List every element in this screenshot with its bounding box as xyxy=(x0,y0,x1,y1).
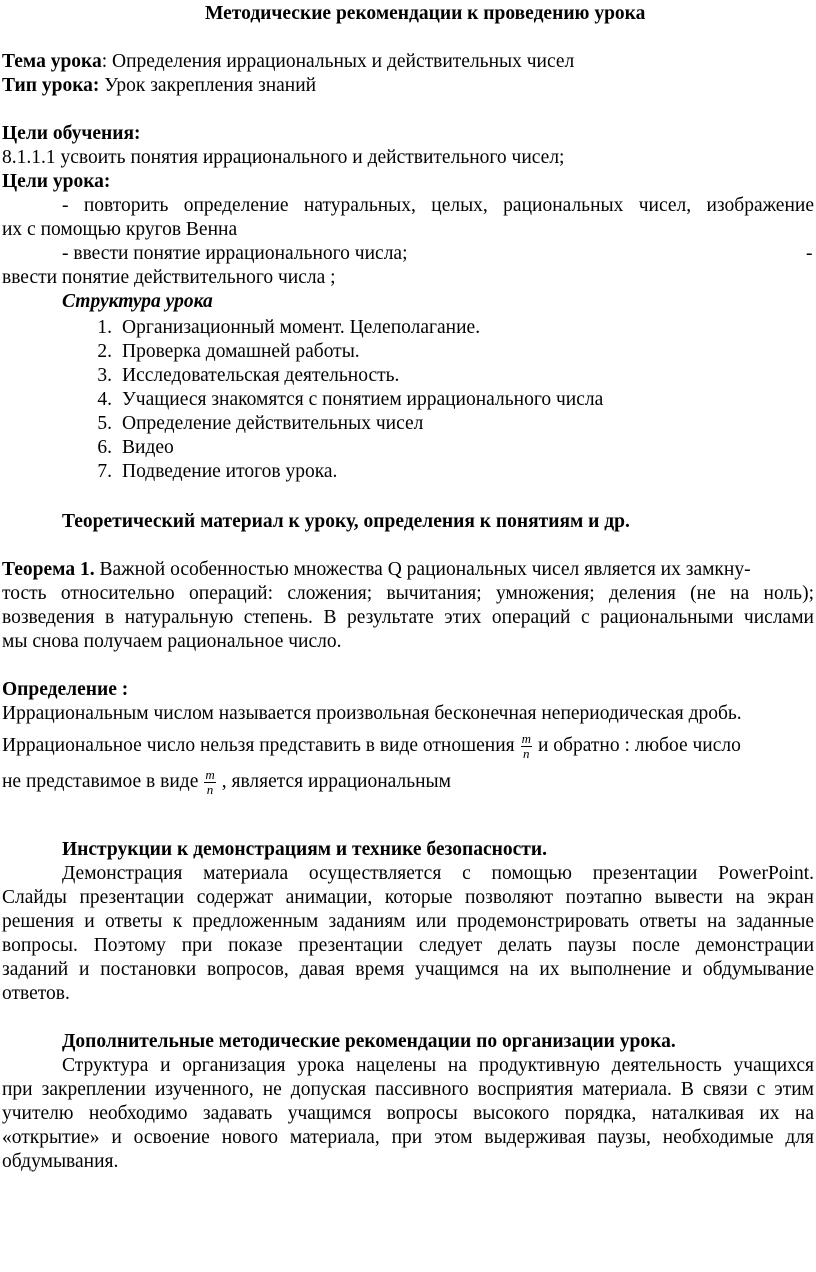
definition-line: Иррациональным числом называется произвольная бесконечная непериодическая дробь. xyxy=(2,703,742,724)
list-item xyxy=(90,388,603,412)
definition-line xyxy=(2,732,741,761)
list-item xyxy=(90,436,174,460)
list-item xyxy=(90,364,399,388)
additional-header: Дополнительные методические рекомендации по организации урока. xyxy=(62,1031,676,1052)
list-text: Подведение итогов урока. xyxy=(122,461,338,482)
list-number: 7. xyxy=(97,461,112,482)
theory-header: Теоретический материал к уроку, определения к понятиям и др. xyxy=(62,511,630,532)
definition-text: не представимое в виде xyxy=(2,770,199,792)
list-item xyxy=(90,340,360,364)
lesson-goal-1-line2: их с помощью кругов Венна xyxy=(2,219,238,240)
lesson-goal-2-dash: - xyxy=(806,243,813,264)
additional-line: обдумывания. xyxy=(2,1151,119,1172)
topic-value: : Определения иррациональных и действительных чисел xyxy=(101,51,575,72)
definition-text: и обратно : любое число xyxy=(538,734,741,756)
instructions-line: ответов. xyxy=(2,983,70,1004)
theorem-line xyxy=(2,558,751,582)
list-text: Проверка домашней работы. xyxy=(122,341,360,362)
list-item xyxy=(90,316,480,340)
instructions-line: решения и ответы к предложенным заданиям или продемонстрировать ответы на заданные xyxy=(2,911,814,932)
theorem-line: возведения в натуральную степень. В результате этих операций с рациональными числами xyxy=(2,607,814,628)
fraction-denominator: n xyxy=(206,782,214,797)
list-text: Исследовательская деятельность. xyxy=(122,365,400,386)
goal-item: 8.1.1.1 усвоить понятия иррационального и действительного чисел; xyxy=(2,147,565,168)
list-item xyxy=(90,412,423,436)
list-number: 1. xyxy=(97,317,112,338)
document-title: Методические рекомендации к проведению урока xyxy=(205,3,646,24)
list-text: Учащиеся знакомятся с понятием иррационального числа xyxy=(122,389,604,410)
lesson-type-label: Тип урока: xyxy=(2,75,100,96)
fraction-m-n xyxy=(521,732,532,761)
lesson-goal-2-line2: ввести понятие действительного числа ; xyxy=(2,267,336,288)
definition-text: , является иррациональным xyxy=(221,770,451,792)
lesson-type xyxy=(2,74,316,98)
additional-line: «открытие» и освоение нового материала, при этом выдерживая паузы, необходимые для xyxy=(2,1127,814,1148)
list-item xyxy=(90,460,337,484)
list-text: Видео xyxy=(122,437,174,458)
goals-header: Цели обучения: xyxy=(2,123,141,144)
theorem-line: тость относительно операций: сложения; вычитания; умножения; деления (не на ноль); xyxy=(2,583,814,604)
fraction-denominator: n xyxy=(523,746,530,761)
theorem-text: Важной особенностью множества Q рациональных чисел является их замкну- xyxy=(94,559,751,580)
fraction-numerator: m xyxy=(205,767,215,782)
definition-text: Иррациональное число нельзя представить в виде отношения xyxy=(2,734,515,756)
fraction-numerator: m xyxy=(521,731,531,746)
additional-line: при закреплении изученного, не допуская пассивного восприятия материала. В связи с этим xyxy=(2,1079,814,1100)
theorem-line: мы снова получаем рациональное число. xyxy=(2,631,342,652)
topic-label: Тема урока xyxy=(2,51,102,72)
lesson-goal-1-line1: - повторить определение натуральных, целых, рациональных чисел, изображение xyxy=(62,195,814,216)
list-number: 4. xyxy=(97,389,112,410)
definition-line xyxy=(2,768,451,797)
instructions-header: Инструкции к демонстрациям и технике безопасности. xyxy=(62,839,547,860)
instructions-line: Слайды презентации содержат анимации, которые позволяют поэтапно вывести на экран xyxy=(2,887,814,908)
list-number: 5. xyxy=(97,413,112,434)
theorem-label: Теорема 1. xyxy=(2,559,95,580)
list-number: 6. xyxy=(97,437,112,458)
lesson-type-value: Урок закрепления знаний xyxy=(99,75,317,96)
fraction-m-n xyxy=(204,768,215,797)
lesson-goals-header: Цели урока: xyxy=(2,171,111,192)
lesson-topic xyxy=(2,50,574,74)
instructions-line: заданий и постановки вопросов, давая время учащимся на их выполнение и обдумывание xyxy=(2,959,814,980)
lesson-goal-2-line1: - ввести понятие иррационального числа; xyxy=(62,243,408,264)
instructions-line: Демонстрация материала осуществляется с помощью презентации PowerPoint. xyxy=(62,863,814,884)
list-text: Определение действительных чисел xyxy=(122,413,424,434)
additional-line: учителю необходимо задавать учащимся вопросы высокого порядка, наталкивая их на xyxy=(2,1103,814,1124)
list-number: 3. xyxy=(97,365,112,386)
structure-header: Структура урока xyxy=(62,291,213,312)
definition-label: Определение : xyxy=(2,679,129,700)
additional-line: Структура и организация урока нацелены на продуктивную деятельность учащихся xyxy=(62,1055,814,1076)
list-number: 2. xyxy=(97,341,112,362)
list-text: Организационный момент. Целеполагание. xyxy=(122,317,481,338)
instructions-line: вопросы. Поэтому при показе презентации следует делать паузы после демонстрации xyxy=(2,935,814,956)
